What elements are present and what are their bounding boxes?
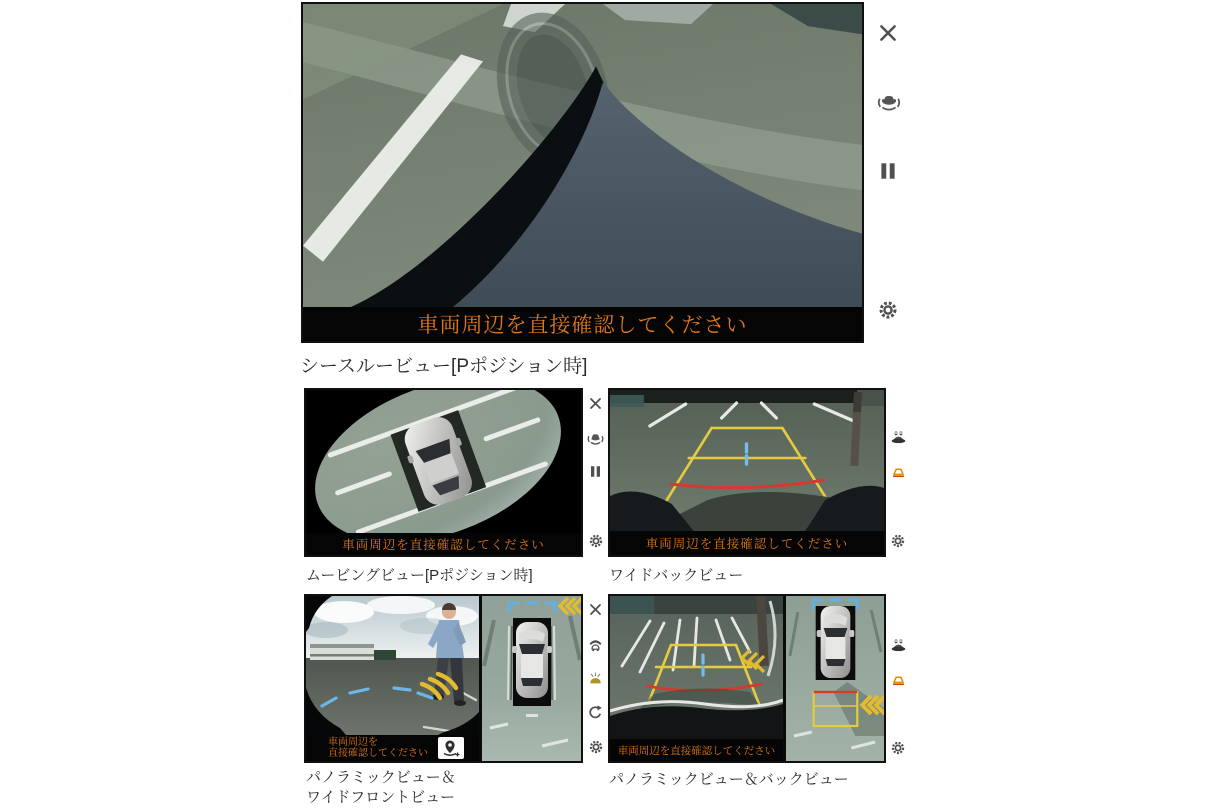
rotate-view-icon bbox=[587, 704, 604, 721]
pause-icon bbox=[588, 464, 603, 479]
view-switch-car-icon bbox=[587, 430, 604, 447]
warning-message: 車両周辺を直接確認してください bbox=[306, 533, 581, 555]
see-through-toggle-icon bbox=[587, 636, 604, 653]
close-icon bbox=[588, 602, 603, 617]
close-icon bbox=[588, 396, 603, 411]
settings-gear-icon bbox=[877, 299, 899, 321]
panoramic-top-down-pane bbox=[482, 596, 581, 761]
camera-wash-icon bbox=[587, 670, 604, 687]
back-camera-pane bbox=[610, 596, 786, 761]
rear-camera-view-icon bbox=[890, 429, 907, 446]
panoramic-back-view-image bbox=[608, 594, 886, 763]
caption-see-through-view: シースルービュー[Pポジション時] bbox=[300, 356, 588, 377]
pause-icon bbox=[877, 160, 899, 182]
caption-wide-back-view: ワイドバックビュー bbox=[609, 567, 744, 584]
settings-gear-icon bbox=[588, 533, 604, 549]
wide-back-view-photo bbox=[610, 390, 884, 531]
settings-gear-icon bbox=[890, 533, 906, 549]
front-view-outline-icon bbox=[890, 463, 907, 480]
own-car-top-view bbox=[512, 622, 552, 698]
caption-moving-view: ムービングビュー[Pポジション時] bbox=[306, 567, 533, 584]
see-through-view-photo bbox=[303, 4, 862, 307]
see-through-view-image bbox=[301, 2, 864, 343]
close-icon bbox=[877, 22, 899, 44]
panoramic-top-down-pane bbox=[786, 596, 884, 761]
view-switch-car-icon bbox=[877, 90, 901, 114]
moving-view-image bbox=[304, 388, 583, 557]
caption-panoramic-wide-front-view: パノラミックビュー＆ ワイドフロントビュー bbox=[306, 769, 456, 806]
panoramic-wide-front-view-image bbox=[304, 594, 583, 763]
wide-front-camera-pane bbox=[306, 596, 482, 761]
warning-message: 車両周辺を直接確認してください bbox=[610, 531, 884, 555]
own-car-top-view bbox=[817, 606, 855, 678]
rear-camera-view-icon bbox=[890, 637, 907, 654]
wide-back-view-image bbox=[608, 388, 886, 557]
settings-gear-icon bbox=[890, 740, 906, 756]
map-pin-icon bbox=[438, 737, 464, 759]
caption-panoramic-back-view: パノラミックビュー＆バックビュー bbox=[609, 771, 849, 788]
moving-view-photo bbox=[306, 390, 581, 533]
warning-message: 車両周辺を直接確認してください bbox=[303, 307, 862, 341]
warning-message: 車両周辺を 直接確認してください bbox=[306, 735, 479, 761]
settings-gear-icon bbox=[588, 739, 604, 755]
front-view-outline-icon bbox=[890, 671, 907, 688]
warning-message: 車両周辺を直接確認してください bbox=[610, 739, 783, 761]
